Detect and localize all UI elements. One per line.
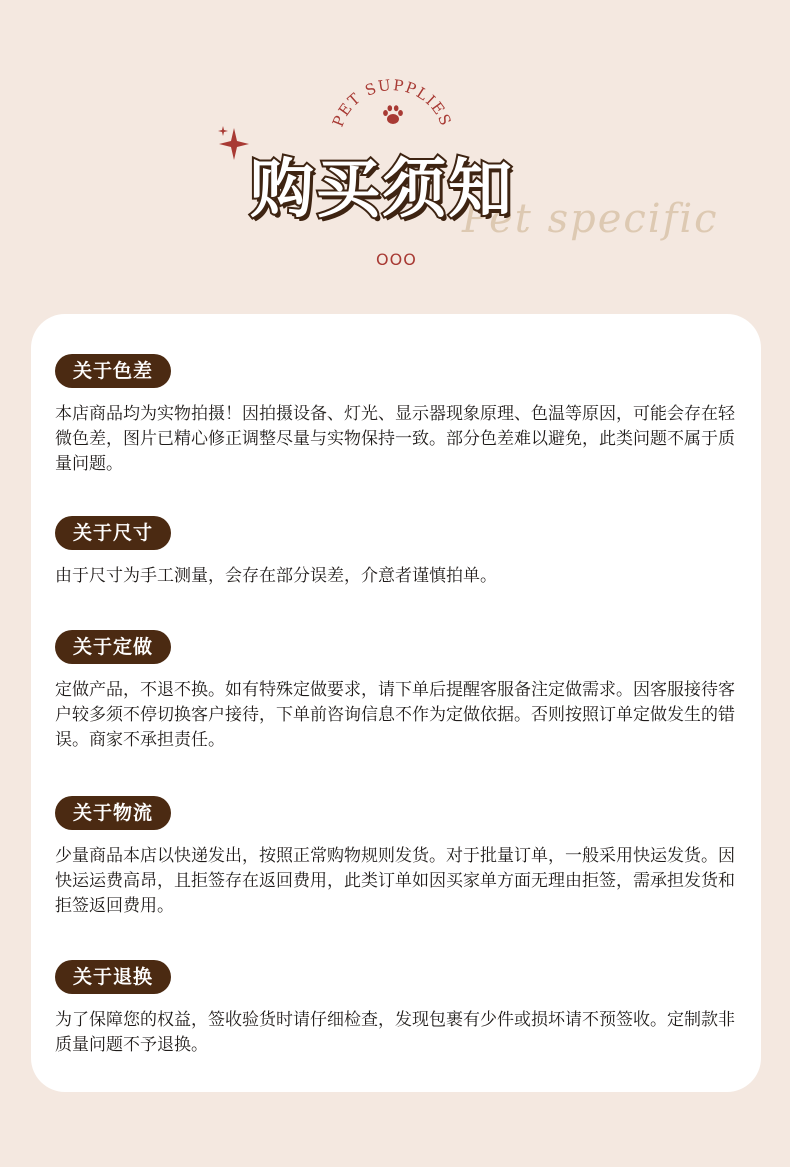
section-label: 关于色差 <box>55 354 171 388</box>
section-text: 为了保障您的权益，签收验货时请仔细检查，发现包裹有少件或损坏请不预签收。定制款非质量问题不予退换。 <box>55 1010 735 1055</box>
paw-icon <box>381 104 405 126</box>
section-text: 由于尺寸为手工测量，会存在部分误差，介意者谨慎拍单。 <box>55 566 497 586</box>
section-label: 关于退换 <box>55 960 171 994</box>
section-text: 定做产品，不退不换。如有特殊定做要求，请下单后提醒客服备注定做需求。因客服接待客户较多须不停切换客户接待，下单前咨询信息不作为定做依据。否则按照订单定做发生的错误。商家不承担责任。 <box>55 680 735 750</box>
section-returns <box>55 960 745 1058</box>
section-custom-order <box>55 630 745 753</box>
ornament-dots: OOO <box>376 250 417 269</box>
brand-arc-text <box>320 58 460 138</box>
header <box>0 0 790 300</box>
section-label: 关于尺寸 <box>55 516 171 550</box>
section-label: 关于物流 <box>55 796 171 830</box>
section-text: 本店商品均为实物拍摄！因拍摄设备、灯光、显示器现象原理、色温等原因，可能会存在轻微色差，图片已精心修正调整尽量与实物保持一致。部分色差难以避免，此类问题不属于质量问题。 <box>55 404 735 474</box>
notice-card <box>31 314 761 1092</box>
section-label: 关于定做 <box>55 630 171 664</box>
section-size <box>55 516 745 589</box>
section-logistics <box>55 796 745 919</box>
section-color-difference <box>55 354 745 477</box>
svg-text:PET SUPPLIES: PET SUPPLIES <box>328 75 456 130</box>
page-title: 购买须知 <box>250 153 514 227</box>
script-background-text: Pet specific <box>462 196 719 242</box>
sparkle-icon <box>216 124 252 164</box>
section-text: 少量商品本店以快递发出，按照正常购物规则发货。对于批量订单，一般采用快运发货。因快运运费高昂，且拒签存在返回费用，此类订单如因买家单方面无理由拒签，需承担发货和拒签返回费用。 <box>55 846 735 916</box>
